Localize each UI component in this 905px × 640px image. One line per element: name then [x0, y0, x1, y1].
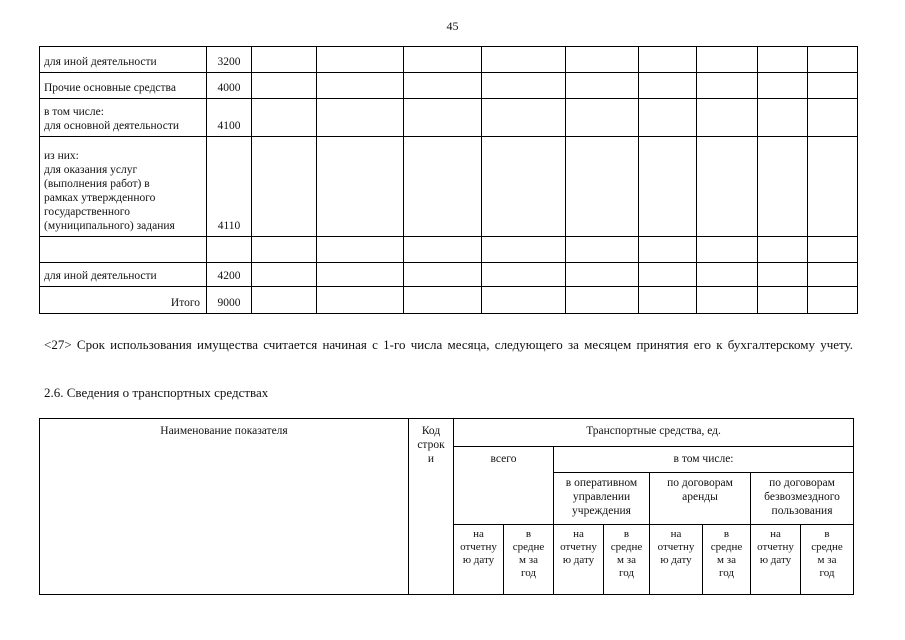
empty-cell [697, 99, 758, 137]
including-header: в том числе: [554, 447, 854, 473]
empty-cell [252, 287, 317, 314]
empty-cell [404, 137, 482, 237]
empty-cell [808, 99, 858, 137]
empty-cell [404, 99, 482, 137]
empty-cell [697, 73, 758, 99]
empty-cell [404, 47, 482, 73]
empty-cell [404, 237, 482, 263]
row-label [40, 237, 207, 263]
empty-cell [808, 263, 858, 287]
row-code: 9000 [207, 287, 252, 314]
empty-cell [808, 287, 858, 314]
indicator-header: Наименование показателя [40, 419, 409, 595]
empty-cell [252, 263, 317, 287]
empty-cell [566, 99, 639, 137]
empty-cell [639, 237, 697, 263]
at-date-header: на отчетну ю дату [751, 525, 801, 595]
empty-cell [404, 73, 482, 99]
empty-cell [566, 73, 639, 99]
empty-cell [758, 237, 808, 263]
empty-cell [697, 137, 758, 237]
empty-cell [566, 287, 639, 314]
empty-cell [252, 137, 317, 237]
empty-cell [697, 263, 758, 287]
empty-cell [252, 73, 317, 99]
empty-cell [639, 99, 697, 137]
row-code: 4110 [207, 137, 252, 237]
empty-cell [482, 99, 566, 137]
table-row [40, 287, 858, 314]
empty-cell [697, 287, 758, 314]
table-row [40, 237, 858, 263]
footnote: <27> Срок использования имущества считается начиная с 1-го числа месяца, следующего за месяцем принятия его к бухгалтерскому учету. [44, 337, 853, 352]
empty-cell [758, 263, 808, 287]
empty-cell [252, 47, 317, 73]
empty-cell [566, 47, 639, 73]
average-header: в средне м за год [703, 525, 751, 595]
empty-cell [808, 47, 858, 73]
empty-cell [482, 73, 566, 99]
page-number: 45 [446, 19, 459, 33]
empty-cell [639, 137, 697, 237]
empty-cell [317, 47, 404, 73]
empty-cell [566, 237, 639, 263]
empty-cell [808, 237, 858, 263]
row-label: Прочие основные средства [40, 73, 207, 99]
row-label: из них: для оказания услуг (выполнения работ) в рамках утвержденного государственного (муниципального) задания [40, 137, 207, 237]
row-label: Итого [40, 287, 207, 314]
empty-cell [566, 263, 639, 287]
empty-cell [697, 237, 758, 263]
transport-table [39, 418, 854, 595]
row-label: для иной деятельности [40, 263, 207, 287]
empty-cell [404, 263, 482, 287]
row-label: для иной деятельности [40, 47, 207, 73]
table-row [40, 137, 858, 237]
table-row [40, 73, 858, 99]
group-free-use: по договорам безвозмездного пользования [751, 473, 854, 525]
average-header: в средне м за год [801, 525, 854, 595]
empty-cell [317, 73, 404, 99]
transport-header: Транспортные средства, ед. [454, 419, 854, 447]
average-header: в средне м за год [504, 525, 554, 595]
empty-cell [317, 237, 404, 263]
empty-cell [639, 263, 697, 287]
row-code: 4100 [207, 99, 252, 137]
empty-cell [252, 99, 317, 137]
empty-cell [252, 237, 317, 263]
empty-cell [317, 287, 404, 314]
empty-cell [758, 137, 808, 237]
section-title: 2.6. Сведения о транспортных средствах [44, 385, 269, 400]
average-header: в средне м за год [604, 525, 650, 595]
empty-cell [639, 287, 697, 314]
table-row [40, 47, 858, 73]
empty-cell [482, 287, 566, 314]
row-label: в том числе: для основной деятельности [40, 99, 207, 137]
empty-cell [482, 47, 566, 73]
empty-cell [317, 99, 404, 137]
empty-cell [639, 73, 697, 99]
empty-cell [482, 263, 566, 287]
at-date-header: на отчетну ю дату [554, 525, 604, 595]
at-date-header: на отчетну ю дату [454, 525, 504, 595]
table-row [40, 263, 858, 287]
empty-cell [758, 73, 808, 99]
group-lease: по договорам аренды [650, 473, 751, 525]
empty-cell [317, 137, 404, 237]
row-code [207, 237, 252, 263]
empty-cell [566, 137, 639, 237]
empty-cell [482, 237, 566, 263]
row-code: 3200 [207, 47, 252, 73]
empty-cell [758, 287, 808, 314]
empty-cell [482, 137, 566, 237]
row-code: 4000 [207, 73, 252, 99]
at-date-header: на отчетну ю дату [650, 525, 703, 595]
empty-cell [758, 47, 808, 73]
empty-cell [697, 47, 758, 73]
empty-cell [404, 287, 482, 314]
code-header: Код строк и [409, 419, 454, 595]
group-operational: в оперативном управлении учреждения [554, 473, 650, 525]
fixed-assets-table [39, 46, 858, 314]
empty-cell [808, 73, 858, 99]
empty-cell [639, 47, 697, 73]
empty-cell [317, 263, 404, 287]
empty-cell [758, 99, 808, 137]
total-header: всего [454, 447, 554, 525]
empty-cell [808, 137, 858, 237]
row-code: 4200 [207, 263, 252, 287]
table-row [40, 99, 858, 137]
